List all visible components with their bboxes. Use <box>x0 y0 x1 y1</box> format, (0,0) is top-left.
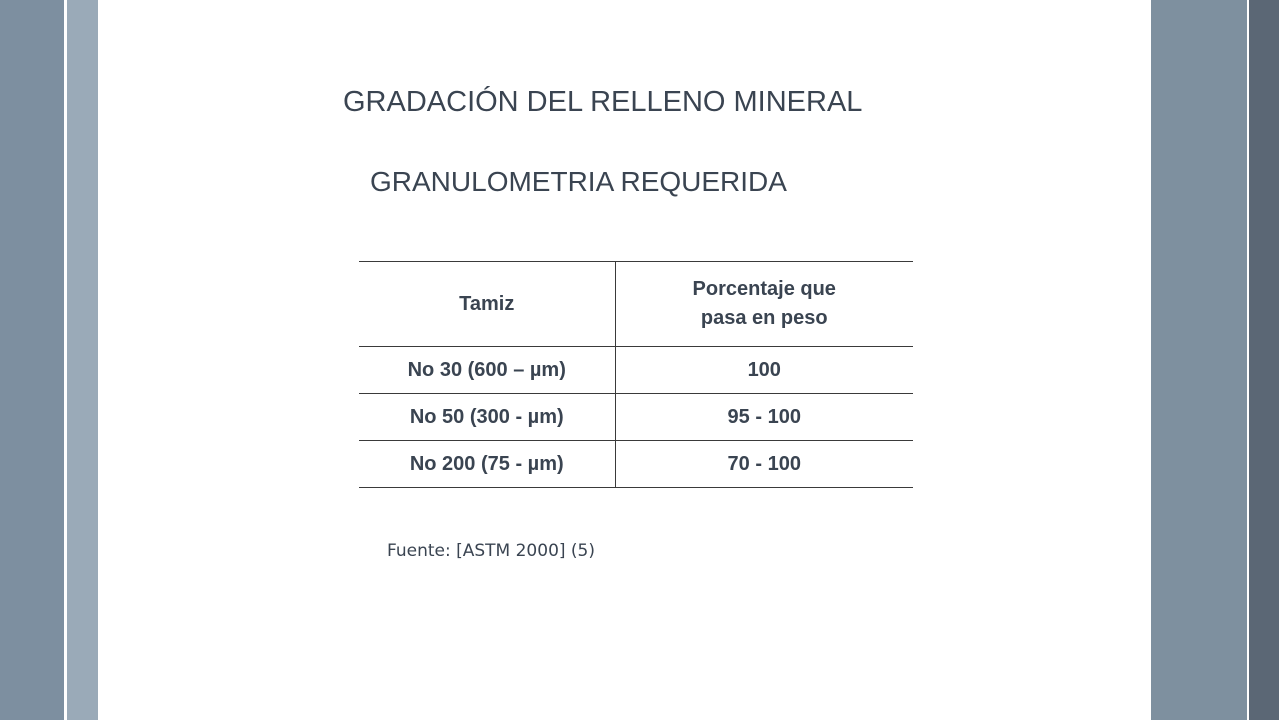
slide-subtitle: GRANULOMETRIA REQUERIDA <box>370 166 787 197</box>
slide-title: GRADACIÓN DEL RELLENO MINERAL <box>343 86 863 118</box>
cell-percent: 70 - 100 <box>615 441 913 488</box>
cell-percent: 100 <box>615 347 913 394</box>
source-note: Fuente: [ASTM 2000] (5) <box>387 541 596 561</box>
right-dark-bar <box>1249 0 1279 720</box>
cell-sieve: No 50 (300 - µm) <box>359 394 615 441</box>
cell-sieve: No 30 (600 – µm) <box>359 347 615 394</box>
header-percent <box>615 262 913 347</box>
header-sieve: Tamiz <box>359 262 615 347</box>
table-header-row <box>359 262 913 347</box>
cell-percent: 95 - 100 <box>615 394 913 441</box>
header-percent-line2: pasa en peso <box>700 307 828 329</box>
table-row <box>359 441 913 488</box>
cell-sieve: No 200 (75 - µm) <box>359 441 615 488</box>
gradation-table <box>359 261 913 488</box>
right-decorative-bar <box>1151 0 1247 720</box>
left-decorative-bar <box>0 0 64 720</box>
header-percent-line1: Porcentaje que <box>692 278 836 300</box>
left-light-bar <box>67 0 98 720</box>
table-row <box>359 347 913 394</box>
table-row <box>359 394 913 441</box>
